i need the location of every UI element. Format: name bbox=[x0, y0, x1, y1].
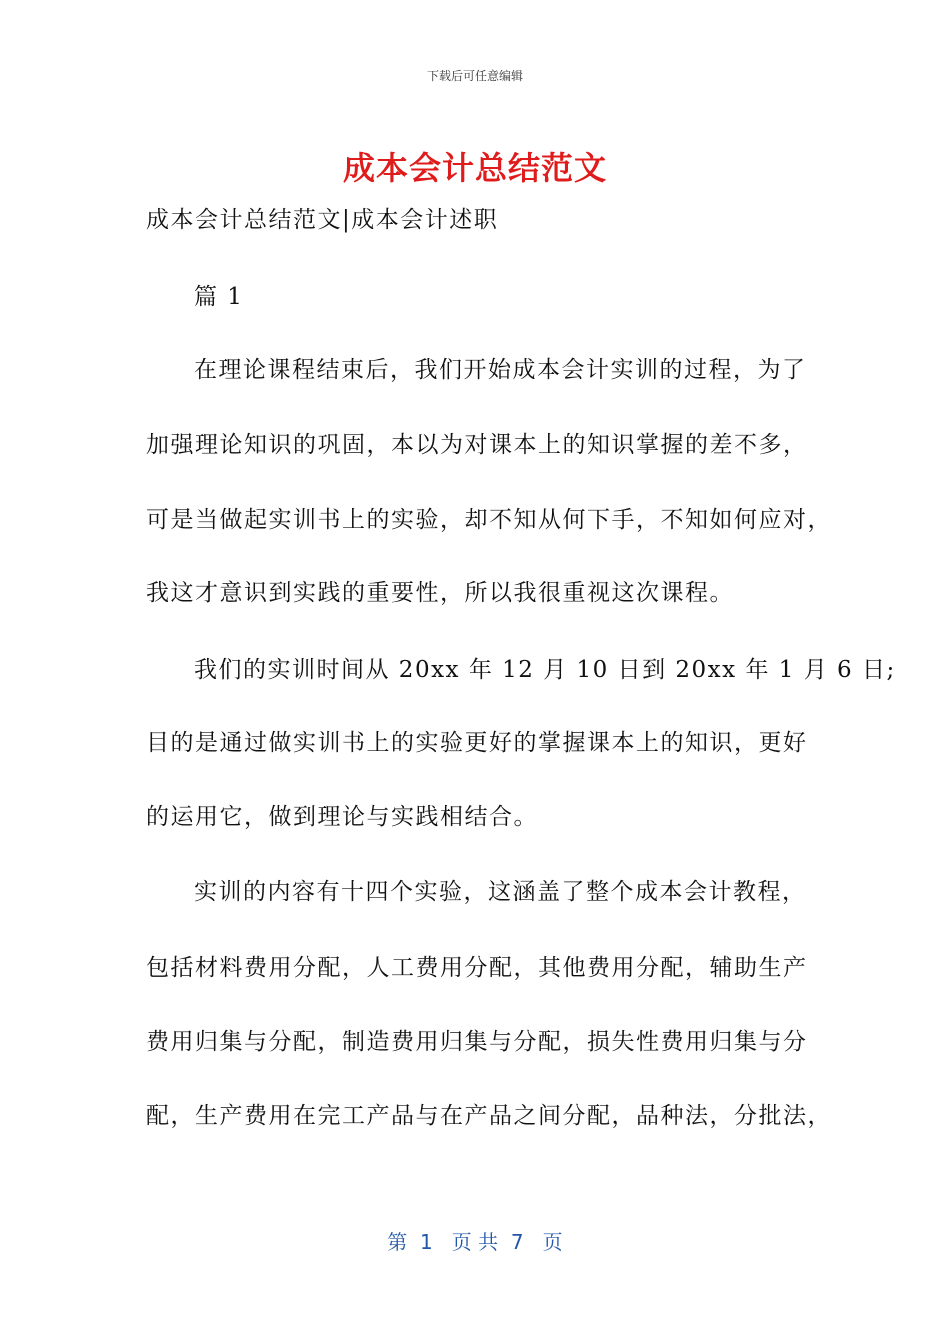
paragraph-line: 可是当做起实训书上的实验，却不知从何下手，不知如何应对， bbox=[146, 507, 832, 533]
document-title: 成本会计总结范文 bbox=[342, 149, 607, 187]
paragraph-line: 包括材料费用分配，人工费用分配，其他费用分配，辅助生产 bbox=[146, 955, 808, 981]
paragraph-line: 我这才意识到实践的重要性，所以我很重视这次课程。 bbox=[146, 580, 734, 606]
paragraph-line: 我们的实训时间从 20xx 年 12 月 10 日到 20xx 年 1 月 6 日; bbox=[194, 657, 896, 683]
page-number-footer: 第 1 页 共 7 页 bbox=[387, 1230, 563, 1254]
paragraph-line: 实训的内容有十四个实验，这涵盖了整个成本会计教程， bbox=[194, 879, 807, 905]
paragraph-line: 配，生产费用在完工产品与在产品之间分配，品种法，分批法， bbox=[146, 1103, 832, 1129]
paragraph-line: 在理论课程结束后，我们开始成本会计实训的过程，为了 bbox=[194, 357, 807, 383]
subtitle-line: 成本会计总结范文|成本会计述职 bbox=[146, 207, 499, 233]
paragraph-line: 费用归集与分配，制造费用归集与分配，损失性费用归集与分 bbox=[146, 1029, 808, 1055]
section-label: 篇 1 bbox=[194, 284, 244, 310]
paragraph-line: 的运用它，做到理论与实践相结合。 bbox=[146, 804, 538, 830]
paragraph-line: 加强理论知识的巩固，本以为对课本上的知识掌握的差不多， bbox=[146, 432, 808, 458]
paragraph-line: 目的是通过做实训书上的实验更好的掌握课本上的知识，更好 bbox=[146, 730, 808, 756]
header-note: 下载后可任意编辑 bbox=[426, 69, 523, 83]
